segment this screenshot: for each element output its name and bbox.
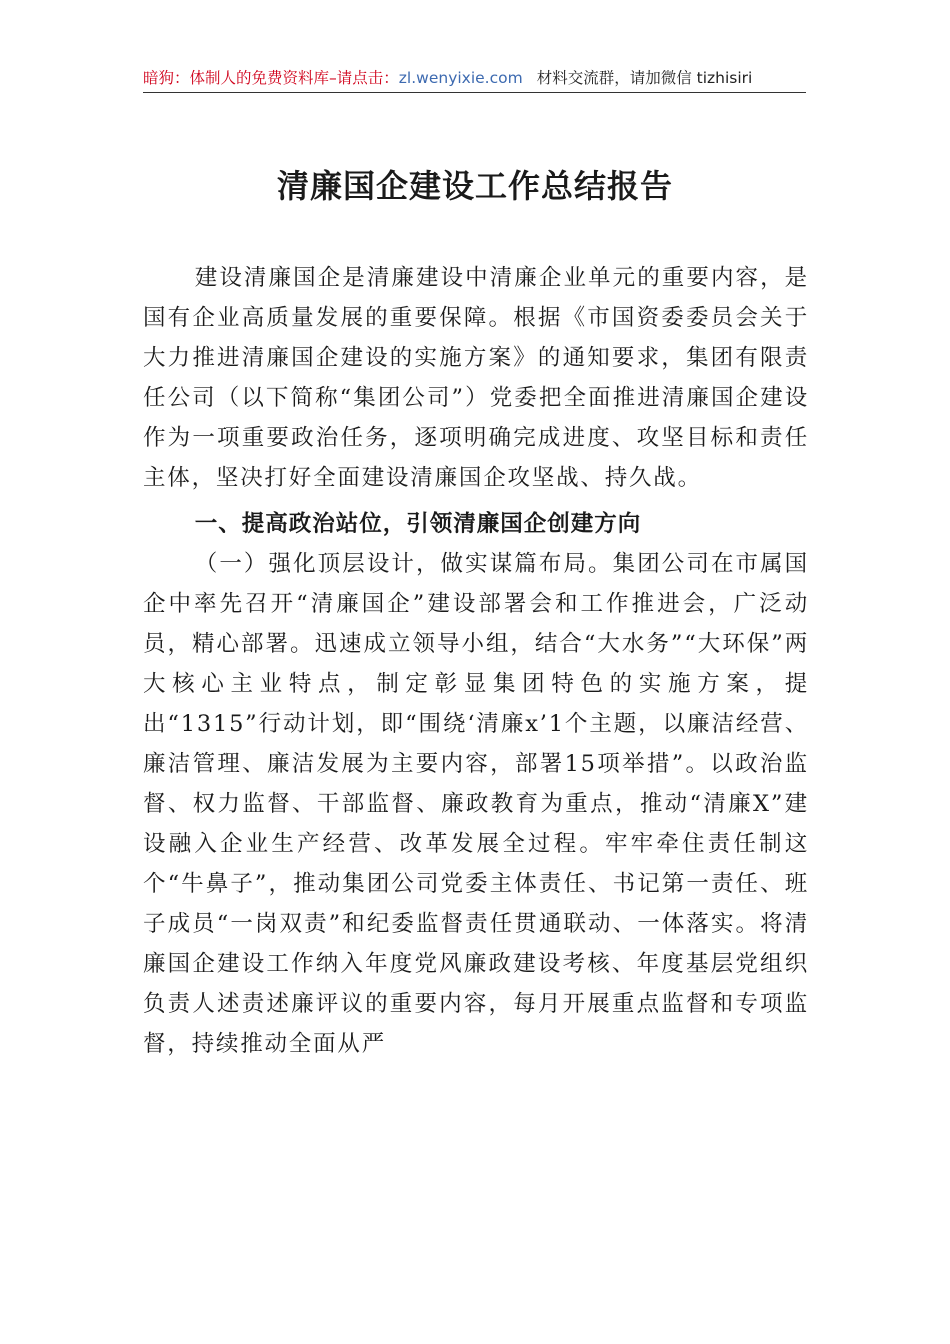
page-header [143, 66, 806, 93]
section-heading: 一、提高政治站位，引领清廉国企创建方向 [194, 511, 642, 537]
header-brand: 暗狗：体制人的免费资料库 [143, 69, 330, 87]
header-link[interactable]: zl.wenyixie.com [398, 69, 523, 87]
document-title: 清廉国企建设工作总结报告 [276, 167, 673, 205]
document-body [143, 258, 809, 1064]
header-link-prompt: –请点击： [329, 69, 399, 87]
section-paragraph: （一）强化顶层设计，做实谋篇布局。集团公司在市属国企中率先召开“清廉国企”建设部署会和工作推进会，广泛动员，精心部署。迅速成立领导小组，结合“大水务”“大环保”两大核心主业特点，制定彰显集团特色的实施方案，提出“1315”行动计划，即“围绕‘清廉x’1个主题，以廉洁经营、廉洁管理、廉洁发展为主要内容，部署15项举措”。以政治监督、权力监督、干部监督、廉政教育为重点，推动“清廉X”建设融入企业生产经营、改革发展全过程。牢牢牵住责任制这个“牛鼻子”，推动集团公司党委主体责任、书记第一责任、班子成员“一岗双责”和纪委监督责任贯通联动、一体落实。将清廉国企建设工作纳入年度党风廉政建设考核、年度基层党组织负责人述责述廉评议的重要内容，每月开展重点监督和专项监督，持续推动全面从严 [143, 551, 809, 1057]
intro-paragraph: 建设清廉国企是清廉建设中清廉企业单元的重要内容，是国有企业高质量发展的重要保障。根据《市国资委委员会关于大力推进清廉国企建设的实施方案》的通知要求，集团有限责任公司（以下简称“集团公司”）党委把全面推进清廉国企建设作为一项重要政治任务，逐项明确完成进度、攻坚目标和责任主体，坚决打好全面建设清廉国企攻坚战、持久战。 [143, 265, 809, 491]
header-contact: 材料交流群，请加微信 tizhisiri [536, 69, 753, 87]
